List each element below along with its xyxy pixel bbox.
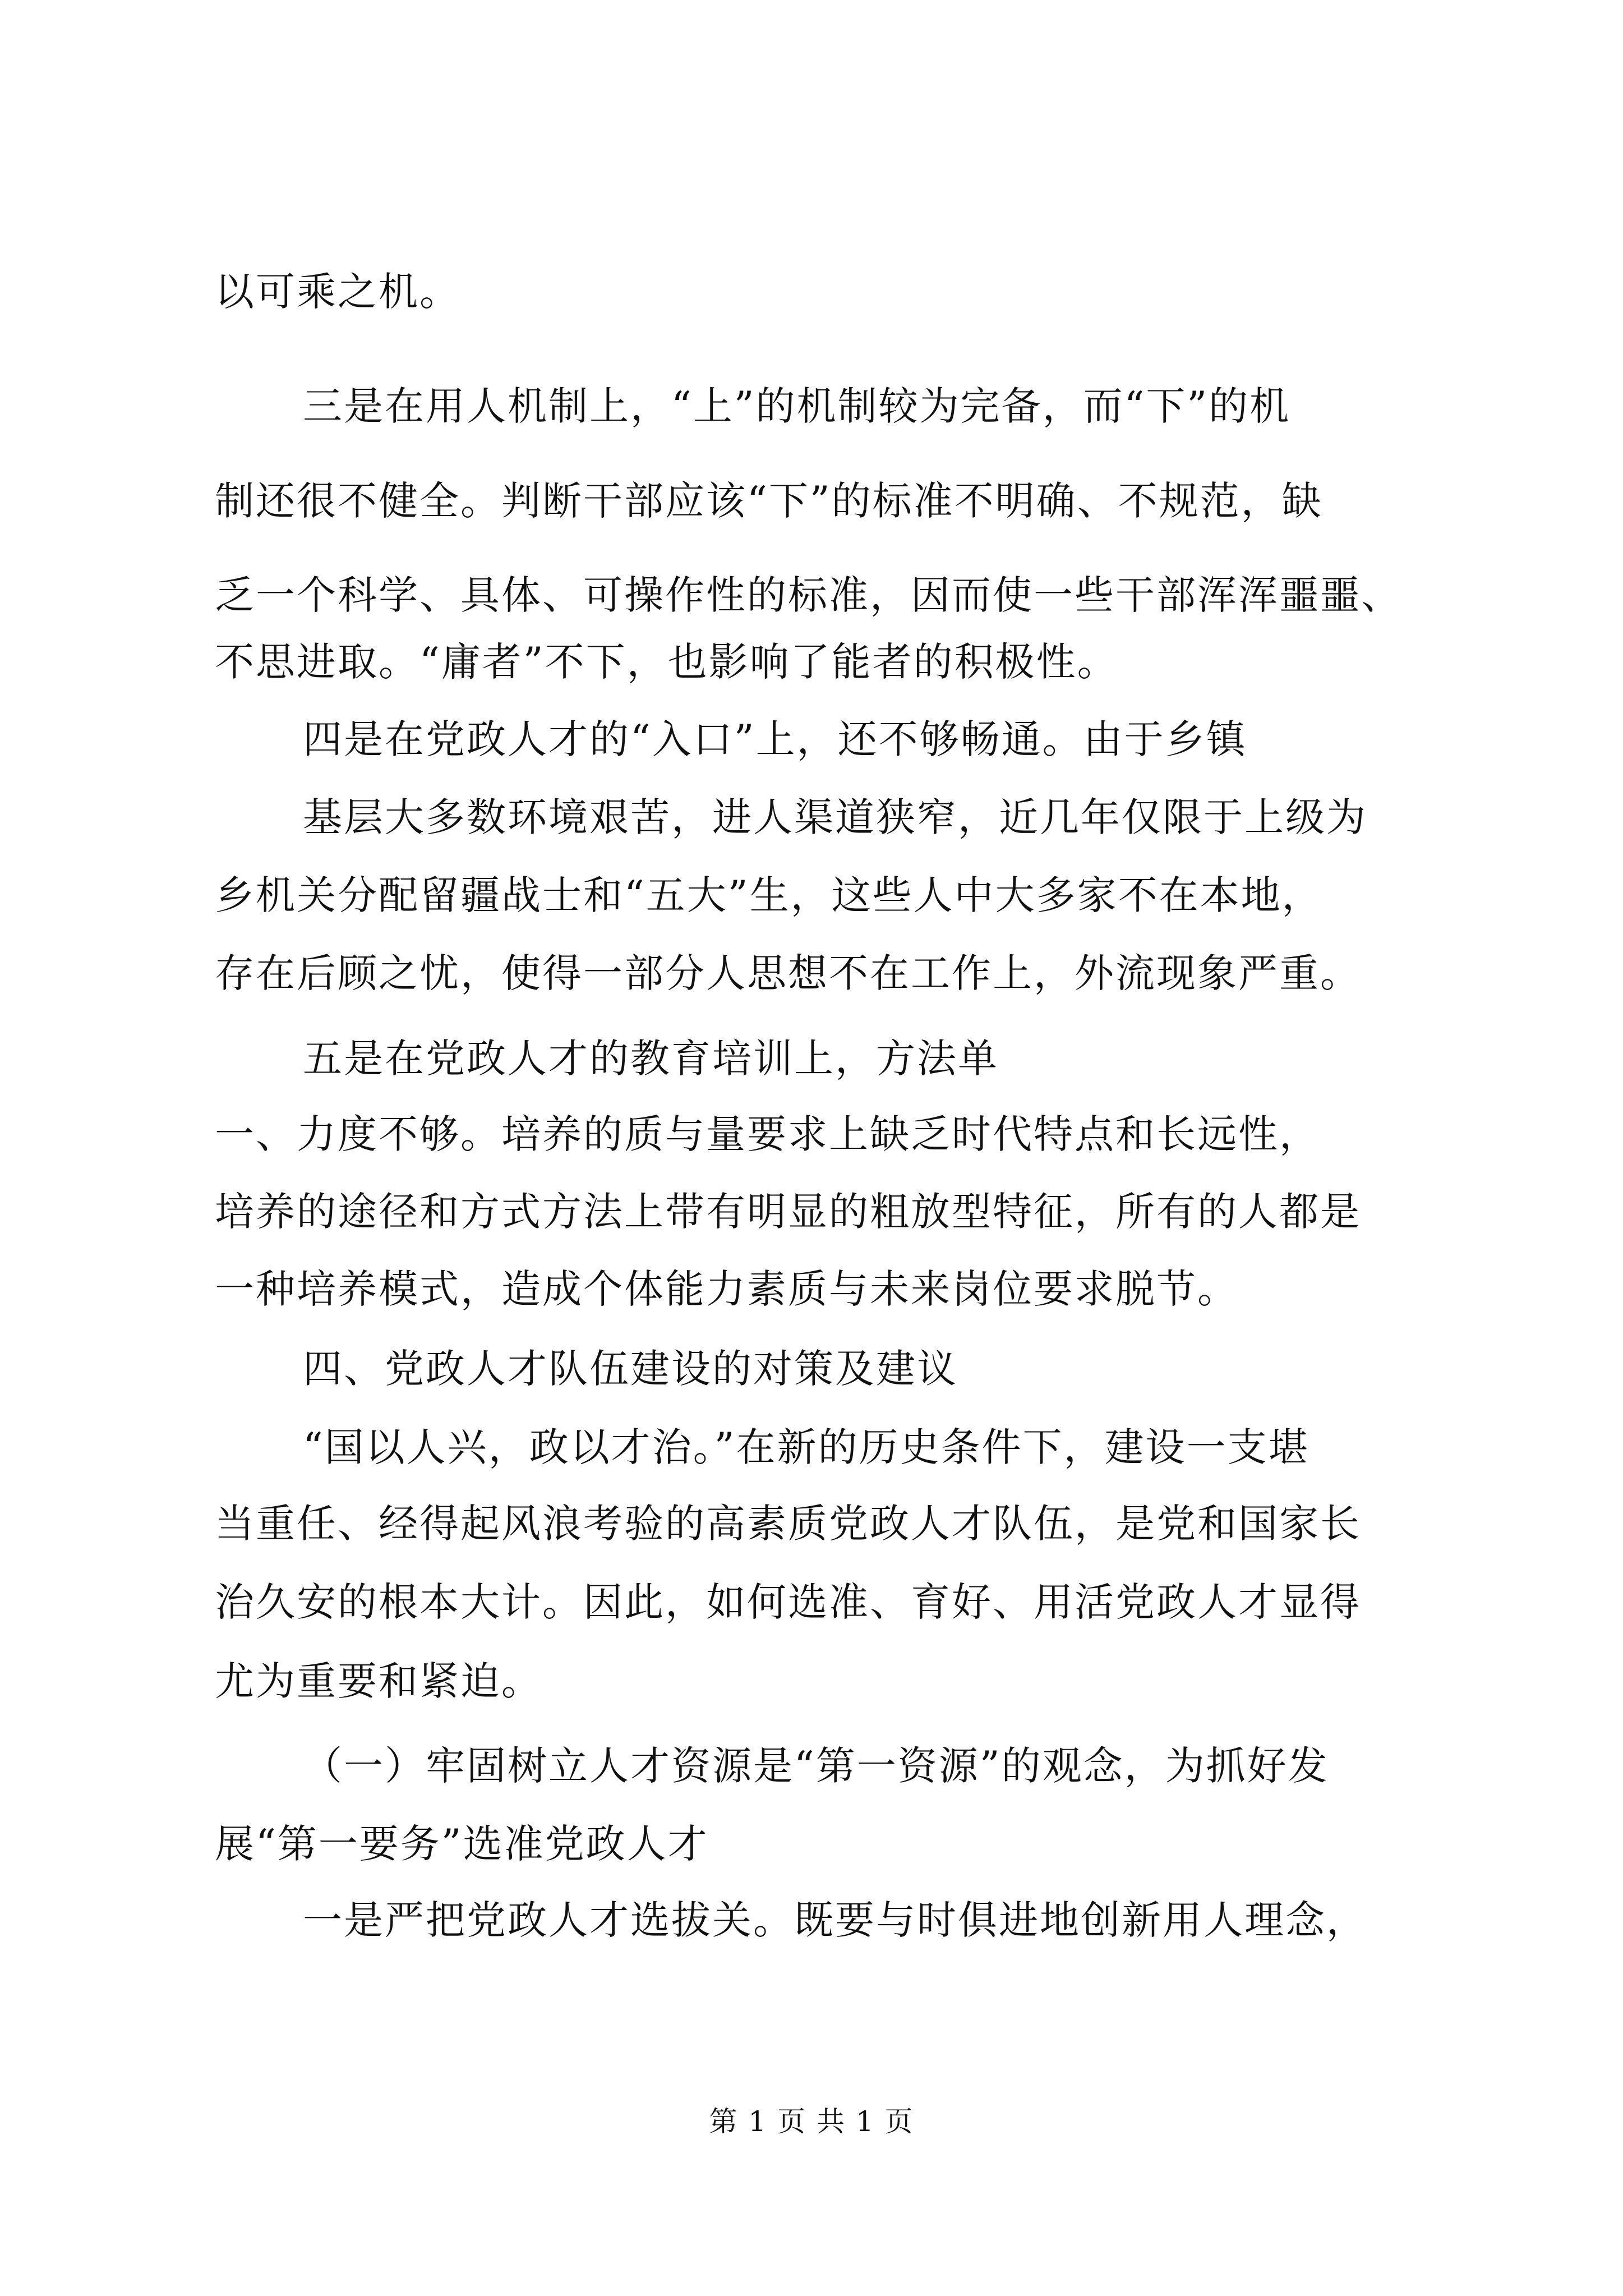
- text-line: 乏一个科学、具体、可操作性的标准，因而使一些干部浑浑噩噩、: [215, 572, 1402, 618]
- text-line: 五是在党政人才的教育培训上，方法单: [303, 1036, 999, 1082]
- text-line: 三是在用人机制上，“上”的机制较为完备，而“下”的机: [303, 383, 1291, 429]
- text-line: 一是严把党政人才选拔关。既要与时俱进地创新用人理念，: [303, 1897, 1367, 1943]
- text-line: 当重任、经得起风浪考验的高素质党政人才队伍，是党和国家长: [215, 1501, 1361, 1547]
- text-line: 基层大多数环境艰苦，进人渠道狭窄，近几年仅限于上级为: [303, 794, 1367, 840]
- text-line: 四是在党政人才的“入口”上，还不够畅通。由于乡镇: [303, 716, 1247, 762]
- text-line: 不思进取。“庸者”不下，也影响了能者的积极性。: [215, 639, 1118, 685]
- text-line: 一种培养模式，造成个体能力素质与未来岗位要求脱节。: [215, 1266, 1238, 1312]
- subsection-heading-continued: 展“第一要务”选准党政人才: [215, 1821, 709, 1867]
- text-line: 尤为重要和紧迫。: [215, 1658, 542, 1704]
- text-line: 存在后顾之忧，使得一部分人思想不在工作上，外流现象严重。: [215, 950, 1361, 996]
- text-line: 制还很不健全。判断干部应该“下”的标准不明确、不规范，缺: [215, 478, 1323, 524]
- subsection-heading: （一）牢固树立人才资源是“第一资源”的观念，为抓好发: [303, 1743, 1329, 1789]
- text-line: 一、力度不够。培养的质与量要求上缺乏时代特点和长远性，: [215, 1111, 1320, 1157]
- text-line: 治久安的根本大计。因此，如何选准、育好、用活党政人才显得: [215, 1579, 1361, 1625]
- text-line: 乡机关分配留疆战士和“五大”生，这些人中大多家不在本地，: [215, 872, 1323, 918]
- section-heading: 四、党政人才队伍建设的对策及建议: [303, 1346, 958, 1392]
- text-line: 培养的途径和方式方法上带有明显的粗放型特征，所有的人都是: [215, 1189, 1361, 1235]
- text-line: 以可乘之机。: [215, 269, 460, 315]
- page-number-footer: 第 1 页 共 1 页: [709, 2105, 914, 2138]
- text-line: “国以人兴，政以才治。”在新的历史条件下，建设一支堪: [303, 1424, 1310, 1470]
